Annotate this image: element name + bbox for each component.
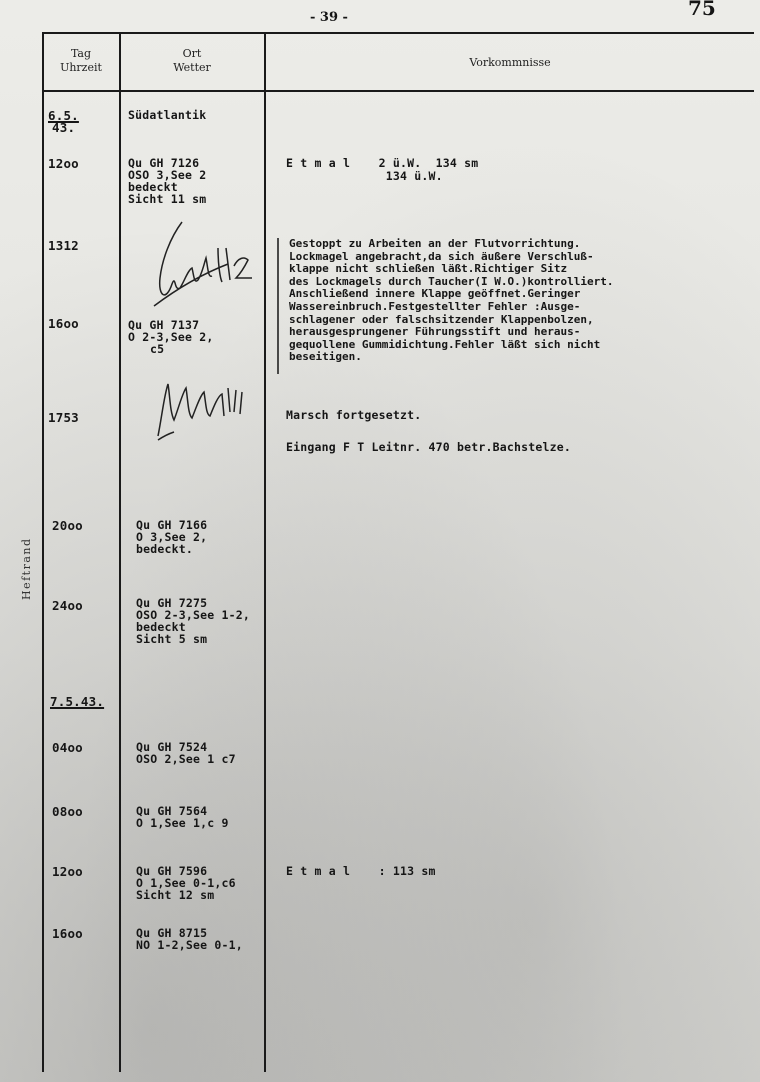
event-line: Anschließend innere Klappe geöffnet.Geringer xyxy=(289,287,581,301)
weather-label: c5 xyxy=(150,342,165,356)
folio-number: 75 xyxy=(688,0,716,20)
weather-label: O 1,See 0-1,c6 xyxy=(136,876,236,890)
etmal-line: E t m a l 2 ü.W. 134 sm xyxy=(286,156,479,170)
visibility-label: Sicht 5 sm xyxy=(136,632,208,646)
weather-label: bedeckt xyxy=(136,620,186,634)
table-top-rule xyxy=(42,32,754,34)
weather-label: O 1,See 1,c 9 xyxy=(136,816,229,830)
event-line: Lockmagel angebracht,da sich äußere Verschluß- xyxy=(289,249,594,263)
position-label: Qu GH 7596 xyxy=(136,864,208,878)
place-label: Südatlantik xyxy=(128,108,207,122)
handwritten-signature-icon xyxy=(148,218,266,318)
time-label: 08oo xyxy=(52,804,83,819)
weather-label: OSO 3,See 2 xyxy=(128,168,207,182)
time-label: 16oo xyxy=(52,926,83,941)
date-year-label: 43. xyxy=(52,120,76,135)
column-rule-2 xyxy=(264,32,266,1072)
visibility-label: Sicht 11 sm xyxy=(128,192,207,206)
time-label: 20oo xyxy=(52,518,83,533)
event-line: beseitigen. xyxy=(289,350,362,364)
date-label: 6.5. xyxy=(48,108,79,123)
event-line: gequollene Gummidichtung.Fehler läßt sich nicht xyxy=(289,337,601,351)
event-line: schlagener oder falschsitzender Klappenbolzen, xyxy=(289,312,594,326)
position-label: Qu GH 8715 xyxy=(136,926,208,940)
event-line: Eingang F T Leitnr. 470 betr.Bachstelze. xyxy=(286,440,571,454)
column-rule-left xyxy=(42,32,44,1072)
header-day-time xyxy=(44,47,118,75)
visibility-label: Sicht 12 sm xyxy=(136,888,215,902)
header-day-label: Tag xyxy=(70,47,92,60)
header-events: Vorkommnisse xyxy=(469,56,551,69)
page-number: - 39 - xyxy=(310,10,348,25)
header-time-label: Uhrzeit xyxy=(60,61,102,74)
position-label: Qu GH 7166 xyxy=(136,518,208,532)
weather-label: OSO 2-3,See 1-2, xyxy=(136,608,250,622)
date-label: 7.5.43. xyxy=(50,694,105,709)
position-label: Qu GH 7275 xyxy=(136,596,208,610)
position-label: Qu GH 7564 xyxy=(136,804,208,818)
time-label: 1753 xyxy=(48,410,79,425)
header-weather-label: Wetter xyxy=(173,61,211,74)
event-line: klappe nicht schließen läßt.Richtiger Sitz xyxy=(289,262,568,276)
weather-label: OSO 2,See 1 c7 xyxy=(136,752,236,766)
time-label: 12oo xyxy=(48,156,79,171)
event-line: des Lockmagels durch Taucher(I W.O.)kontrolliert. xyxy=(289,274,614,288)
time-label: 12oo xyxy=(52,864,83,879)
event-text-block xyxy=(289,238,749,364)
header-bottom-rule xyxy=(42,90,754,92)
position-label: Qu GH 7137 xyxy=(128,318,200,332)
time-label: 24oo xyxy=(52,598,83,613)
margin-label: Heftrand xyxy=(20,537,33,600)
weather-label: NO 1-2,See 0-1, xyxy=(136,938,243,952)
event-line: Gestoppt zu Arbeiten an der Flutvorrichtung. xyxy=(289,237,581,250)
time-label: 04oo xyxy=(52,740,83,755)
event-line: Wassereinbruch.Festgestellter Fehler :Ausge- xyxy=(289,299,581,313)
etmal-line: E t m a l : 113 sm xyxy=(286,864,436,878)
bracket-mark xyxy=(272,236,284,376)
header-place-label: Ort xyxy=(182,47,202,60)
time-label: 16oo xyxy=(48,316,79,331)
position-label: Qu GH 7126 xyxy=(128,156,200,170)
weather-label: bedeckt xyxy=(128,180,178,194)
header-place-weather xyxy=(121,47,263,75)
handwritten-signature-icon xyxy=(148,366,258,450)
time-label: 1312 xyxy=(48,238,79,253)
event-line: herausgesprungener Führungsstift und heraus- xyxy=(289,325,581,339)
event-line: Marsch fortgesetzt. xyxy=(286,408,422,422)
weather-label: bedeckt. xyxy=(136,542,193,556)
column-rule-1 xyxy=(119,32,121,1072)
position-label: Qu GH 7524 xyxy=(136,740,208,754)
etmal-line: 134 ü.W. xyxy=(286,169,443,183)
weather-label: O 3,See 2, xyxy=(136,530,208,544)
weather-label: O 2-3,See 2, xyxy=(128,330,214,344)
